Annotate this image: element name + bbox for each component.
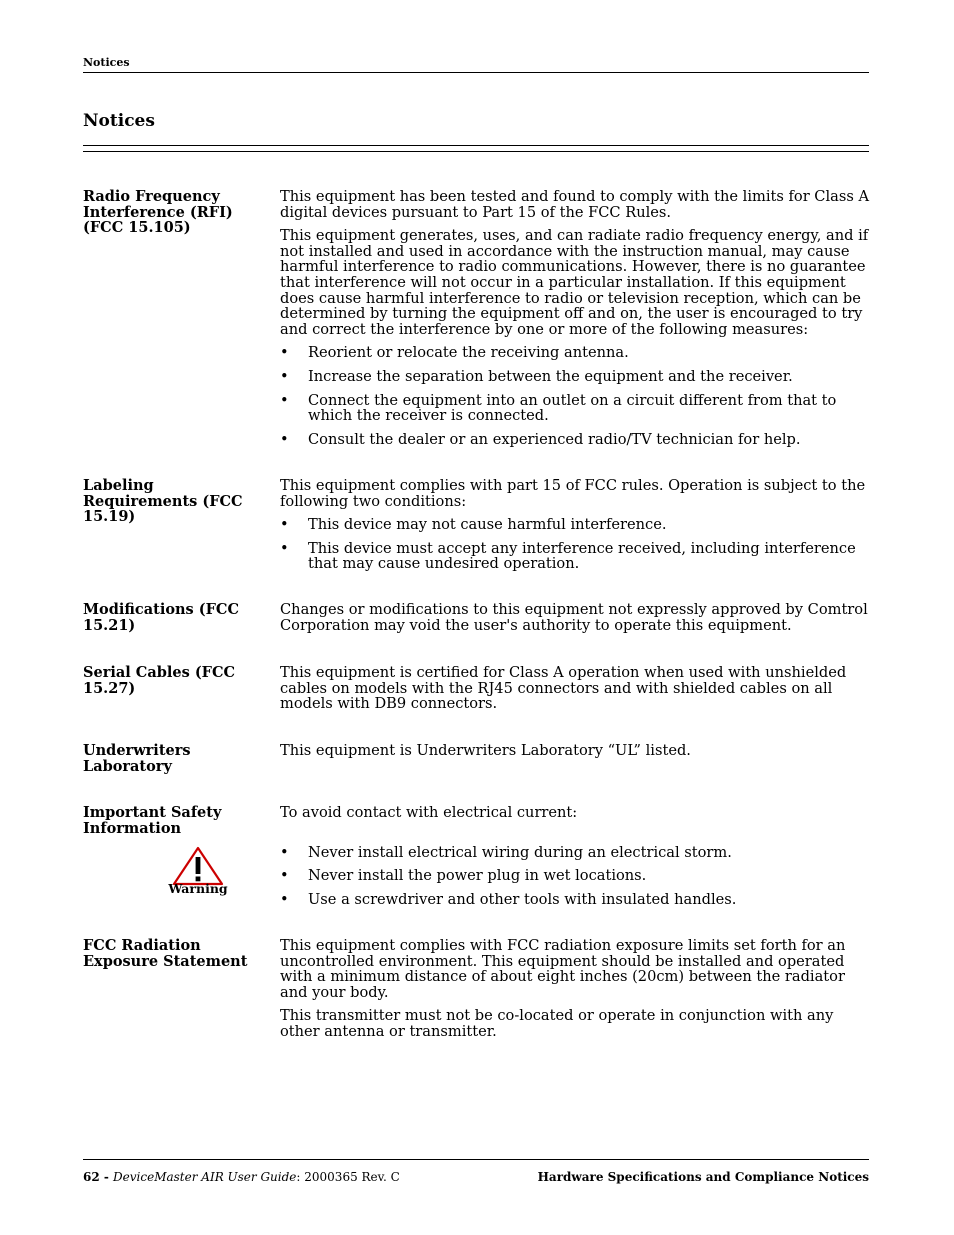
list-item: • Reorient or relocate the receiving antenna. [280, 344, 629, 362]
footer-rule [83, 1159, 869, 1160]
paragraph: Changes or modifications to this equipment not expressly approved by Comtrol Corporation may void the user's authority to operate this equipment. [280, 601, 868, 634]
footer-chapter: Hardware Specifications and Compliance Notices [537, 1170, 869, 1184]
section-body [280, 602, 869, 641]
list-item: • Consult the dealer or an experienced radio/TV technician for help. [280, 430, 801, 448]
running-head: Notices [83, 56, 130, 69]
header-rule [83, 72, 869, 73]
section-body [280, 938, 869, 1048]
section-label: Important Safety Information [83, 804, 222, 837]
section-body [280, 743, 869, 767]
paragraph: This equipment complies with part 15 of FCC rules. Operation is subject to the following two conditions: [280, 477, 866, 510]
bullet-list [280, 517, 869, 572]
paragraph: This equipment generates, uses, and can radiate radio frequency energy, and if not installed and used in accordance with the instruction manual, may cause harmful interference to radio communications. However, there is no guarantee that interference will not occur in a particular installation. If this equipment does cause harmful interference to radio or television reception, which can be determined by turning the equipment off and on, the user is encouraged to try and correct the interference by one or more of the following measures: [280, 227, 869, 338]
page-number: 62 - [83, 1170, 114, 1184]
paragraph: This equipment has been tested and found to comply with the limits for Class A digital devices pursuant to Part 15 of the FCC Rules. [280, 188, 870, 221]
footer-left [83, 1170, 400, 1184]
bullet-list [280, 345, 869, 447]
section-body [280, 189, 869, 455]
section-label: Labeling Requirements (FCC 15.19) [83, 477, 243, 526]
section-label: Serial Cables (FCC 15.27) [83, 664, 236, 697]
section-label: Underwriters Laboratory [83, 742, 191, 775]
paragraph: This equipment is Underwriters Laboratory “UL” listed. [280, 742, 691, 759]
section-label: Radio Frequency Interference (RFI) (FCC 15.105) [83, 188, 233, 237]
bullet-list [280, 845, 869, 908]
page-title: Notices [83, 111, 155, 131]
list-item: • Use a screwdriver and other tools with insulated handles. [280, 890, 737, 908]
guide-title: DeviceMaster AIR User Guide [113, 1170, 297, 1184]
warning-badge [168, 845, 228, 896]
paragraph: To avoid contact with electrical current: [280, 804, 578, 821]
paragraph: This equipment complies with FCC radiation exposure limits set forth for an uncontrolled environment. This equipment should be installed and operated with a minimum distance of about eight inches (20cm) between the radiator and your body. [280, 937, 846, 1001]
paragraph: This transmitter must not be co-located or operate in conjunction with any other antenna or transmitter. [280, 1007, 834, 1040]
section-body [280, 805, 869, 915]
section-label: FCC Radiation Exposure Statement [83, 937, 248, 970]
list-item: • This device may not cause harmful interference. [280, 516, 667, 534]
list-item: • Never install electrical wiring during an electrical storm. [280, 843, 732, 861]
paragraph: This equipment is certified for Class A operation when used with unshielded cables on models with the RJ45 connectors and with shielded cables on all models with DB9 connectors. [280, 664, 847, 713]
list-item: • Connect the equipment into an outlet on a circuit different from that to which the receiver is connected. [280, 391, 837, 425]
doc-number: : 2000365 Rev. C [296, 1170, 400, 1184]
list-item: • Increase the separation between the equipment and the receiver. [280, 367, 793, 385]
list-item: • Never install the power plug in wet locations. [280, 867, 647, 885]
warning-label: Warning [168, 881, 228, 896]
section-body [280, 478, 869, 580]
title-double-rule [83, 145, 869, 152]
section-label: Modifications (FCC 15.21) [83, 601, 240, 634]
section-body [280, 665, 869, 720]
list-item: • This device must accept any interference received, including interference that may cause undesired operation. [280, 539, 856, 573]
